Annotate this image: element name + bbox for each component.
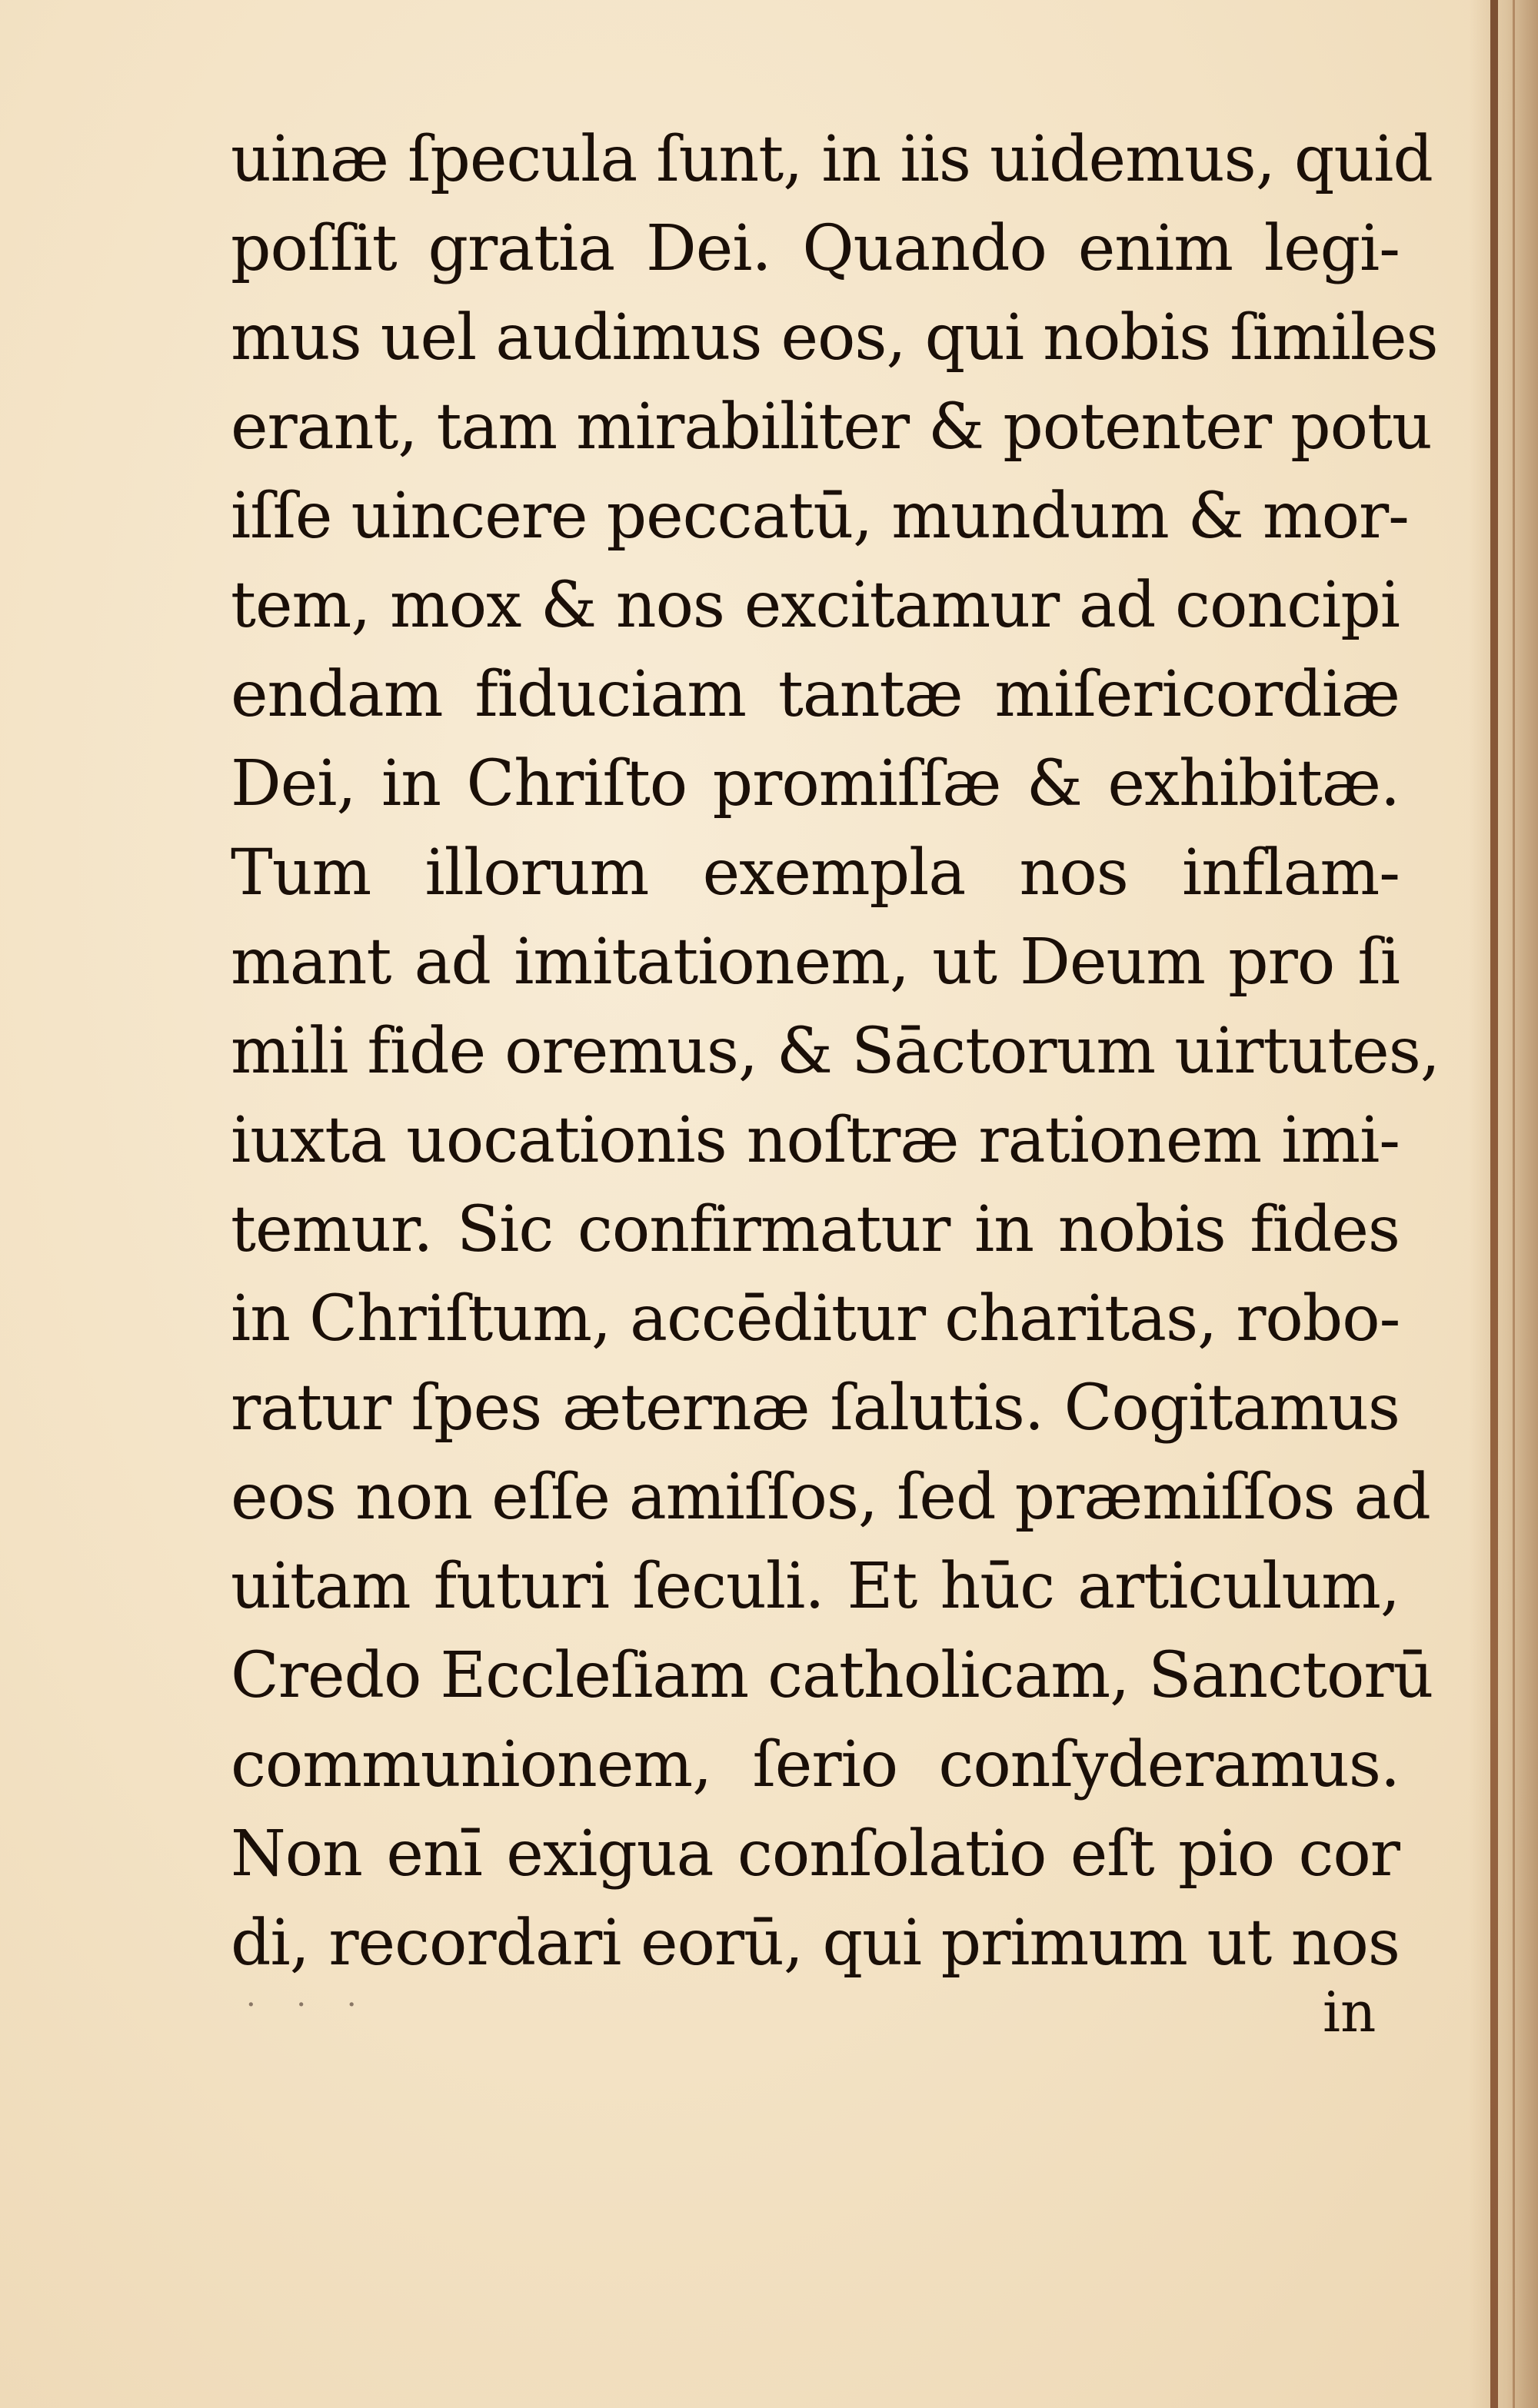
text-line: Tum illorum exempla nos inflam- — [231, 836, 1400, 910]
text-line: endam fiduciam tantæ miſericordiæ — [231, 658, 1400, 731]
text-line: Non enī exigua conſolatio eſt pio cor — [231, 1818, 1400, 1891]
text-line: tem, mox & nos excitamur ad concipi — [231, 569, 1400, 642]
catchword: in — [1323, 1980, 1377, 2044]
text-line: mant ad imitationem, ut Deum pro ſi — [231, 926, 1400, 999]
text-line: di, recordari eorū, qui primum ut nos — [231, 1907, 1400, 1980]
text-line: poſſit gratia Dei. Quando enim legi- — [231, 212, 1400, 285]
text-line: Credo Eccleſiam catholicam, Sanctorū — [231, 1639, 1433, 1712]
text-line: erant, tam mirabiliter & potenter potu — [231, 391, 1432, 464]
text-line: temur. Sic confirmatur in nobis fides — [231, 1193, 1400, 1266]
text-line: mus uel audimus eos, qui nobis ſimiles — [231, 301, 1438, 374]
page-edge-thin — [1513, 0, 1515, 2408]
text-block — [231, 115, 1440, 1988]
page-edge — [1490, 0, 1498, 2408]
text-line: in Chriſtum, accēditur charitas, robo- — [231, 1282, 1400, 1355]
text-line: uinæ ſpecula ſunt, in iis uidemus, quid — [231, 123, 1433, 196]
text-line: ratur ſpes æternæ ſalutis. Cogitamus — [231, 1372, 1400, 1445]
ink-specks: · · · — [246, 1987, 372, 2023]
text-line: eos non eſſe amiſſos, ſed præmiſſos ad — [231, 1461, 1430, 1534]
text-line: iſſe uincere peccatū, mundum & mor- — [231, 480, 1409, 553]
text-line: Dei, in Chriſto promiſſæ & exhibitæ. — [231, 747, 1400, 820]
text-line: uitam futuri ſeculi. Et hūc articulum, — [231, 1550, 1400, 1623]
text-line: iuxta uocationis noſtræ rationem imi- — [231, 1104, 1400, 1177]
text-line: communionem, ſerio conſyderamus. — [231, 1728, 1400, 1801]
gutter-shadow — [1469, 0, 1538, 2408]
text-line: mili fide oremus, & Sāctorum uirtutes, — [231, 1015, 1440, 1088]
